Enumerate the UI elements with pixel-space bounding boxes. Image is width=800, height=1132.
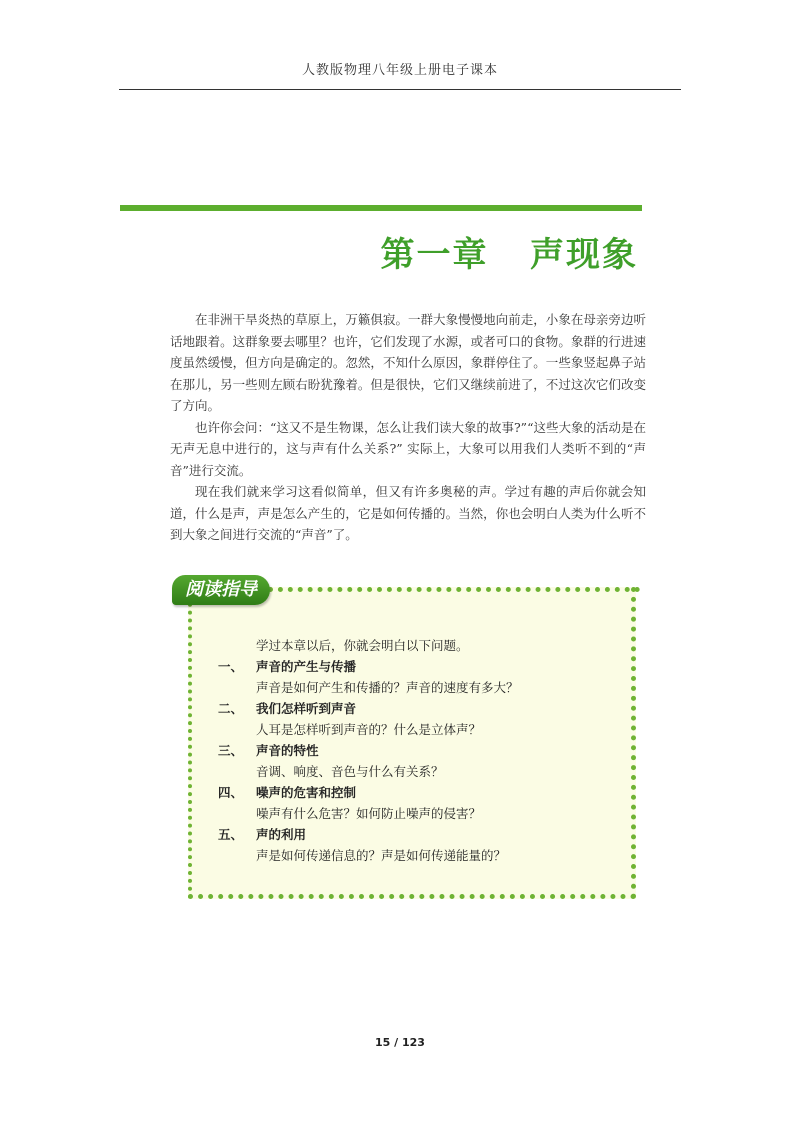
header-rule [119,89,681,90]
question-heading [218,824,628,845]
guide-question-item [218,740,628,782]
question-title: 我们怎样听到声音 [256,701,357,716]
question-description: 声音是如何产生和传播的？声音的速度有多大？ [256,680,519,695]
question-number: 五、 [218,827,244,842]
guide-question-item [218,824,628,866]
chapter-title: 第一章 声现象 [380,235,638,275]
guide-intro: 学过本章以后，你就会明白以下问题。 [256,638,469,653]
question-description: 声是如何传递信息的？声是如何传递能量的？ [256,848,507,863]
page-number: 15 / 123 [375,1036,425,1049]
question-number: 三、 [218,743,244,758]
guide-question-item [218,656,628,698]
intro-paragraph: 也许你会问：“这又不是生物课，怎么让我们读大象的故事?”“这些大象的活动是在无声无息中进行的，这与声有什么关系?” 实际上，大象可以用我们人类听不到的“声音”进行交流。 [170,419,646,478]
document-header: 人教版物理八年级上册电子课本 [301,63,498,78]
guide-question-item [218,782,628,824]
question-number: 四、 [218,785,244,800]
question-title: 声音的产生与传播 [256,659,357,674]
reading-guide-top-dots [268,587,640,592]
question-heading [218,740,628,761]
guide-question-item [218,698,628,740]
question-title: 噪声的危害和控制 [256,785,357,800]
intro-paragraph: 现在我们就来学习这看似简单，但又有许多奥秘的声。学过有趣的声后你就会知道，什么是声，声是怎么产生的，它是如何传播的。当然，你也会明白人类为什么听不到大象之间进行交流的“声音”了。 [170,484,646,542]
question-heading [218,656,628,677]
question-description: 音调、响度、音色与什么有关系？ [256,764,444,779]
intro-paragraph: 在非洲干旱炎热的草原上，万籁俱寂。一群大象慢慢地向前走，小象在母亲旁边听话地跟着。这群象要去哪里？也许，它们发现了水源，或者可口的食物。象群的行进速度虽然缓慢，但方向是确定的。忽然，不知什么原因，象群停住了。一些象竖起鼻子站在那儿，另一些则左顾右盼犹豫着。但是很快，它们又继续前进了，不过这次它们改变了方向。 [170,312,646,413]
question-description: 人耳是怎样听到声音的？什么是立体声？ [256,722,482,737]
question-number: 二、 [218,701,244,716]
chapter-green-bar [120,205,642,211]
question-title: 声音的特性 [256,743,319,758]
question-description: 噪声有什么危害？如何防止噪声的侵害？ [256,806,482,821]
question-heading [218,698,628,719]
intro-text [170,309,646,546]
reading-guide-content [218,635,628,866]
scanned-page [118,195,646,915]
question-heading [218,782,628,803]
question-number: 一、 [218,659,244,674]
reading-guide-tab: 阅读指导 [172,575,270,605]
question-title: 声的利用 [256,827,307,842]
